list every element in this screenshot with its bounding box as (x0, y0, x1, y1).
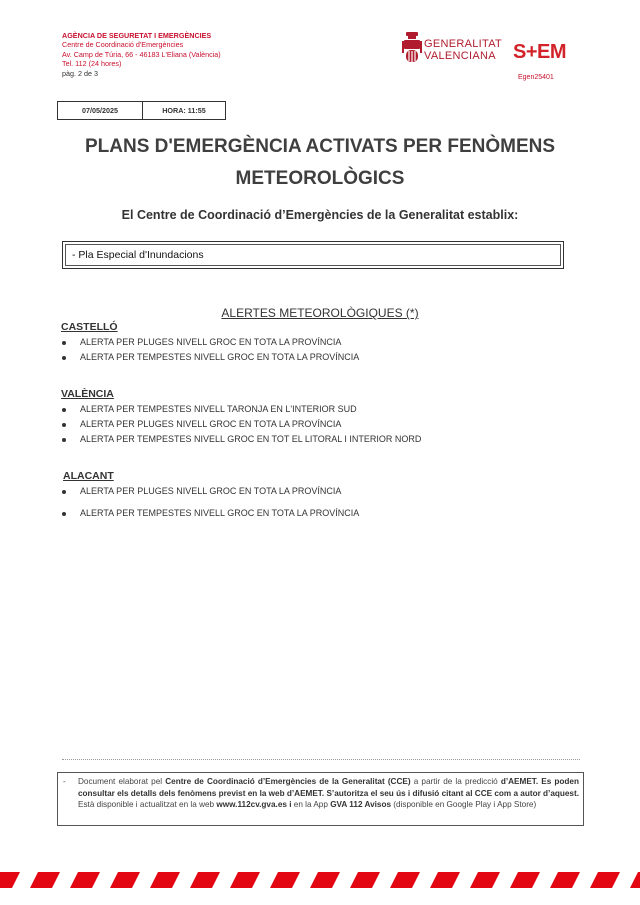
agency-center: Centre de Coordinació d'Emergències (62, 40, 184, 50)
stripe-segment (350, 872, 380, 888)
alert-list-castello (61, 335, 359, 365)
footer-text-3: Està disponible i actualitzat en la web (78, 800, 217, 810)
stripe-segment (590, 872, 620, 888)
list-item: ALERTA PER TEMPESTES NIVELL TARONJA EN L'INTERIOR SUD (61, 402, 421, 417)
generalitat-logo (402, 32, 502, 68)
agency-address: Av. Camp de Túria, 66 - 46183 L'Eliana (València) (62, 49, 221, 59)
alerts-heading-row (0, 304, 640, 322)
list-item: ALERTA PER PLUGES NIVELL GROC EN TOTA LA PROVÍNCIA (61, 484, 359, 499)
issue-date: 07/05/2025 (58, 102, 143, 119)
stripe-segment (550, 872, 580, 888)
footer-text-2: a partir de la predicció (410, 777, 501, 786)
title-line2: METEOROLÒGICS (235, 168, 405, 189)
stripe-segment (510, 872, 540, 888)
footer-text-1: Document elaborat pel (78, 777, 166, 786)
province-castello: CASTELLÓ (61, 321, 118, 333)
sem-logo: S+EM (513, 41, 567, 63)
footer-text-5: (disponible en Google Play i App Store) (391, 800, 537, 810)
generalitat-wordmark (424, 39, 502, 62)
coat-of-arms-icon (402, 32, 422, 68)
title-line1: PLANS D'EMERGÈNCIA ACTIVATS PER FENÒMENS (84, 136, 556, 157)
agency-name: AGÈNCIA DE SEGURETAT I EMERGÈNCIES (62, 31, 212, 40)
date-time-box (57, 101, 226, 120)
agency-info (62, 31, 221, 78)
stripe-segment (150, 872, 180, 888)
stripe-segment (30, 872, 60, 888)
footer-text-4: en la App (291, 800, 331, 810)
stripe-segment (0, 872, 20, 888)
stripe-segment (430, 872, 460, 888)
list-item: ALERTA PER TEMPESTES NIVELL GROC EN TOT EL LITORAL I INTERIOR NORD (61, 432, 421, 447)
subtitle: El Centre de Coordinació d’Emergències de la Generalitat establix: (121, 208, 519, 222)
list-item: ALERTA PER PLUGES NIVELL GROC EN TOTA LA PROVÍNCIA (61, 335, 359, 350)
gva-line1: GENERALITAT (424, 38, 503, 50)
stripe-segment (230, 872, 260, 888)
issue-time: HORA: 11:55 (162, 106, 206, 115)
stripe-segment (390, 872, 420, 888)
stripe-segment (630, 872, 640, 888)
active-plan-box (62, 241, 564, 269)
page-number: pàg. 2 de 3 (62, 68, 98, 78)
footer-website-link[interactable]: www.112cv.gva.es i (216, 800, 292, 810)
gva-line2: VALENCIANA (424, 49, 496, 62)
footer-note (57, 772, 584, 826)
stripe-segment (110, 872, 140, 888)
footer-bold-2: d’AEMET. Es poden consultar els detalls dels fenòmens previst en la web d’AEMET. S’autoritza el seu ús i difusió citant al CCE com a autor d’aquest. (78, 777, 579, 798)
alerts-heading: ALERTES METEOROLÒGIQUES (*) (221, 306, 419, 320)
stripe-segment (310, 872, 340, 888)
agency-phone: Tel. 112 (24 hores) (62, 59, 122, 69)
stripe-segment (470, 872, 500, 888)
stripe-segment (70, 872, 100, 888)
active-plan: - Pla Especial d'Inundacions (72, 249, 204, 261)
alert-list-valencia (61, 402, 421, 447)
list-item: ALERTA PER TEMPESTES NIVELL GROC EN TOTA LA PROVÍNCIA (61, 350, 359, 365)
footer-dash: - (63, 777, 66, 786)
document-code: Egen25401 (518, 74, 554, 81)
footer-bold-1: Centre de Coordinació d’Emergències de la Generalitat (CCE) (165, 777, 411, 786)
stripe-segment (190, 872, 220, 888)
stripe-segment (270, 872, 300, 888)
divider (62, 759, 580, 760)
province-alacant: ALACANT (63, 470, 114, 482)
footer-app-name: GVA 112 Avisos (330, 800, 392, 810)
page-title (0, 131, 640, 195)
list-item: ALERTA PER TEMPESTES NIVELL GROC EN TOTA LA PROVÍNCIA (61, 506, 359, 521)
decorative-stripe (0, 872, 640, 888)
list-item: ALERTA PER PLUGES NIVELL GROC EN TOTA LA PROVÍNCIA (61, 417, 421, 432)
province-valencia: VALÈNCIA (61, 388, 114, 400)
alert-list-alacant (61, 484, 359, 521)
